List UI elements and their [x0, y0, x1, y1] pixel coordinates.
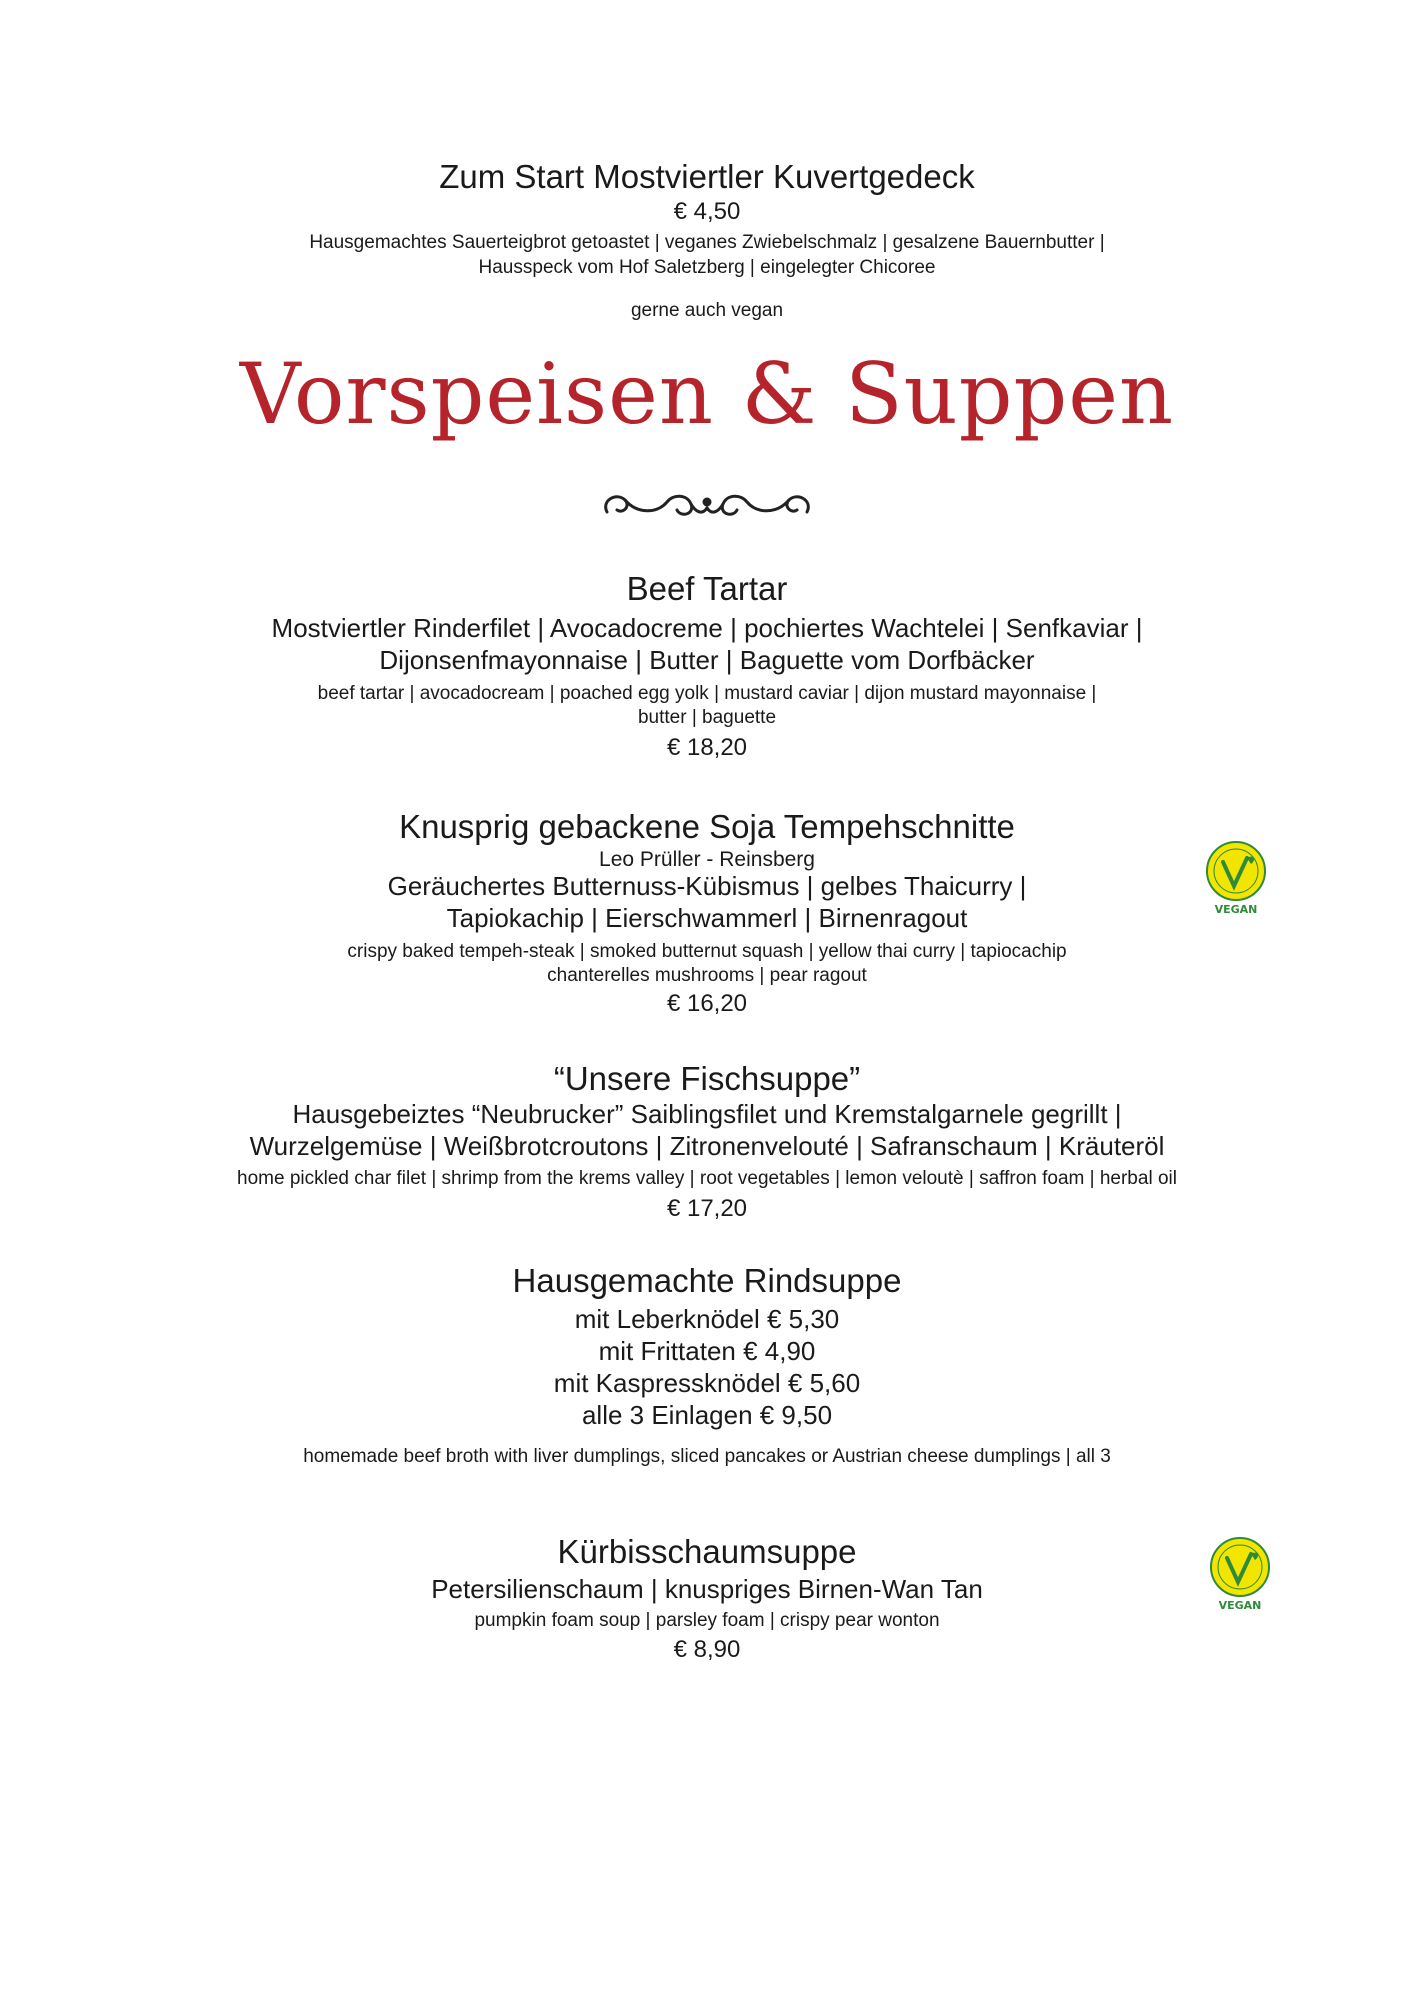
dish-de-line: Wurzelgemüse | Weißbrotcroutons | Zitronenvelouté | Safranschaum | Kräuteröl: [249, 1131, 1165, 1161]
dish-description-en: [0, 682, 1414, 730]
dish-option: mit Leberknödel € 5,30: [574, 1304, 840, 1334]
dish-de-line: Hausgebeiztes “Neubrucker” Saiblingsfilet und Kremstalgarnele gegrillt |: [292, 1099, 1122, 1129]
dish-de-line: Tapiokachip | Eierschwammerl | Birnenragout: [446, 903, 968, 933]
dish-en-line: chanterelles mushrooms | pear ragout: [547, 965, 867, 986]
cover-desc-line: Hausgemachtes Sauerteigbrot getoastet | veganes Zwiebelschmalz | gesalzene Bauernbutter |: [309, 232, 1105, 253]
cover-description: [0, 230, 1414, 280]
dish-description-de: [0, 612, 1414, 676]
cover-desc-line: Hausspeck vom Hof Saletzberg | eingelegter Chicoree: [478, 257, 936, 278]
dish-de-line: Dijonsenfmayonnaise | Butter | Baguette vom Dorfbäcker: [379, 645, 1035, 675]
dish-title-rindsuppe: Hausgemachte Rindsuppe: [512, 1262, 902, 1299]
dish-price: € 16,20: [666, 990, 748, 1017]
vegan-badge-icon: [1203, 840, 1269, 916]
dish-supplier: Leo Prüller - Reinsberg: [599, 848, 815, 871]
vegan-badge-label: VEGAN: [1214, 903, 1258, 916]
dish-de-line: Geräuchertes Butternuss-Kübismus | gelbes Thaicurry |: [387, 871, 1027, 901]
vegan-badge-icon: [1207, 1536, 1273, 1612]
cover-title: Zum Start Mostviertler Kuvertgedeck: [439, 158, 975, 195]
dish-description-de: [0, 870, 1414, 934]
dish-en-line: butter | baguette: [637, 707, 777, 728]
dish-en-line: beef tartar | avocadocream | poached egg yolk | mustard caviar | dijon mustard mayonnaise |: [317, 683, 1097, 704]
dish-title-beef-tartar: Beef Tartar: [626, 570, 788, 607]
dish-option: mit Frittaten € 4,90: [598, 1336, 816, 1366]
cover-price: € 4,50: [673, 198, 741, 225]
dish-option: alle 3 Einlagen € 9,50: [581, 1400, 833, 1430]
dish-options: [0, 1303, 1414, 1431]
dish-description-en: [0, 940, 1414, 988]
vegan-badge-label: VEGAN: [1218, 1599, 1262, 1612]
dish-de-line: Petersilienschaum | knuspriges Birnen-Wan Tan: [431, 1574, 983, 1604]
dish-title-tempeh: Knusprig gebackene Soja Tempehschnitte: [399, 808, 1015, 845]
dish-description-en: [0, 1609, 1414, 1633]
flourish-ornament: [597, 478, 817, 532]
section-title: Vorspeisen & Suppen: [239, 345, 1175, 443]
dish-price: € 18,20: [666, 734, 748, 761]
dish-option: mit Kaspressknödel € 5,60: [553, 1368, 861, 1398]
dish-description-de: [0, 1098, 1414, 1162]
dish-title-kuerbis: Kürbisschaumsuppe: [557, 1533, 857, 1570]
dish-price: € 17,20: [666, 1195, 748, 1222]
dish-description-en: [0, 1167, 1414, 1191]
dish-de-line: Mostviertler Rinderfilet | Avocadocreme | pochiertes Wachtelei | Senfkaviar |: [271, 613, 1143, 643]
dish-title-fischsuppe: “Unsere Fischsuppe”: [553, 1060, 861, 1097]
cover-note: gerne auch vegan: [630, 300, 784, 321]
dish-description-en: [0, 1445, 1414, 1469]
dish-description-de: [0, 1573, 1414, 1605]
dish-en-line: pumpkin foam soup | parsley foam | crispy pear wonton: [474, 1610, 940, 1631]
dish-en-line: home pickled char filet | shrimp from the krems valley | root vegetables | lemon veloutè | saffron foam | herbal oil: [237, 1168, 1177, 1189]
dish-price: € 8,90: [673, 1636, 741, 1663]
dish-en-line: homemade beef broth with liver dumplings, sliced pancakes or Austrian cheese dumplings | all 3: [303, 1446, 1111, 1467]
dish-en-line: crispy baked tempeh-steak | smoked butternut squash | yellow thai curry | tapiocachip: [347, 941, 1067, 962]
